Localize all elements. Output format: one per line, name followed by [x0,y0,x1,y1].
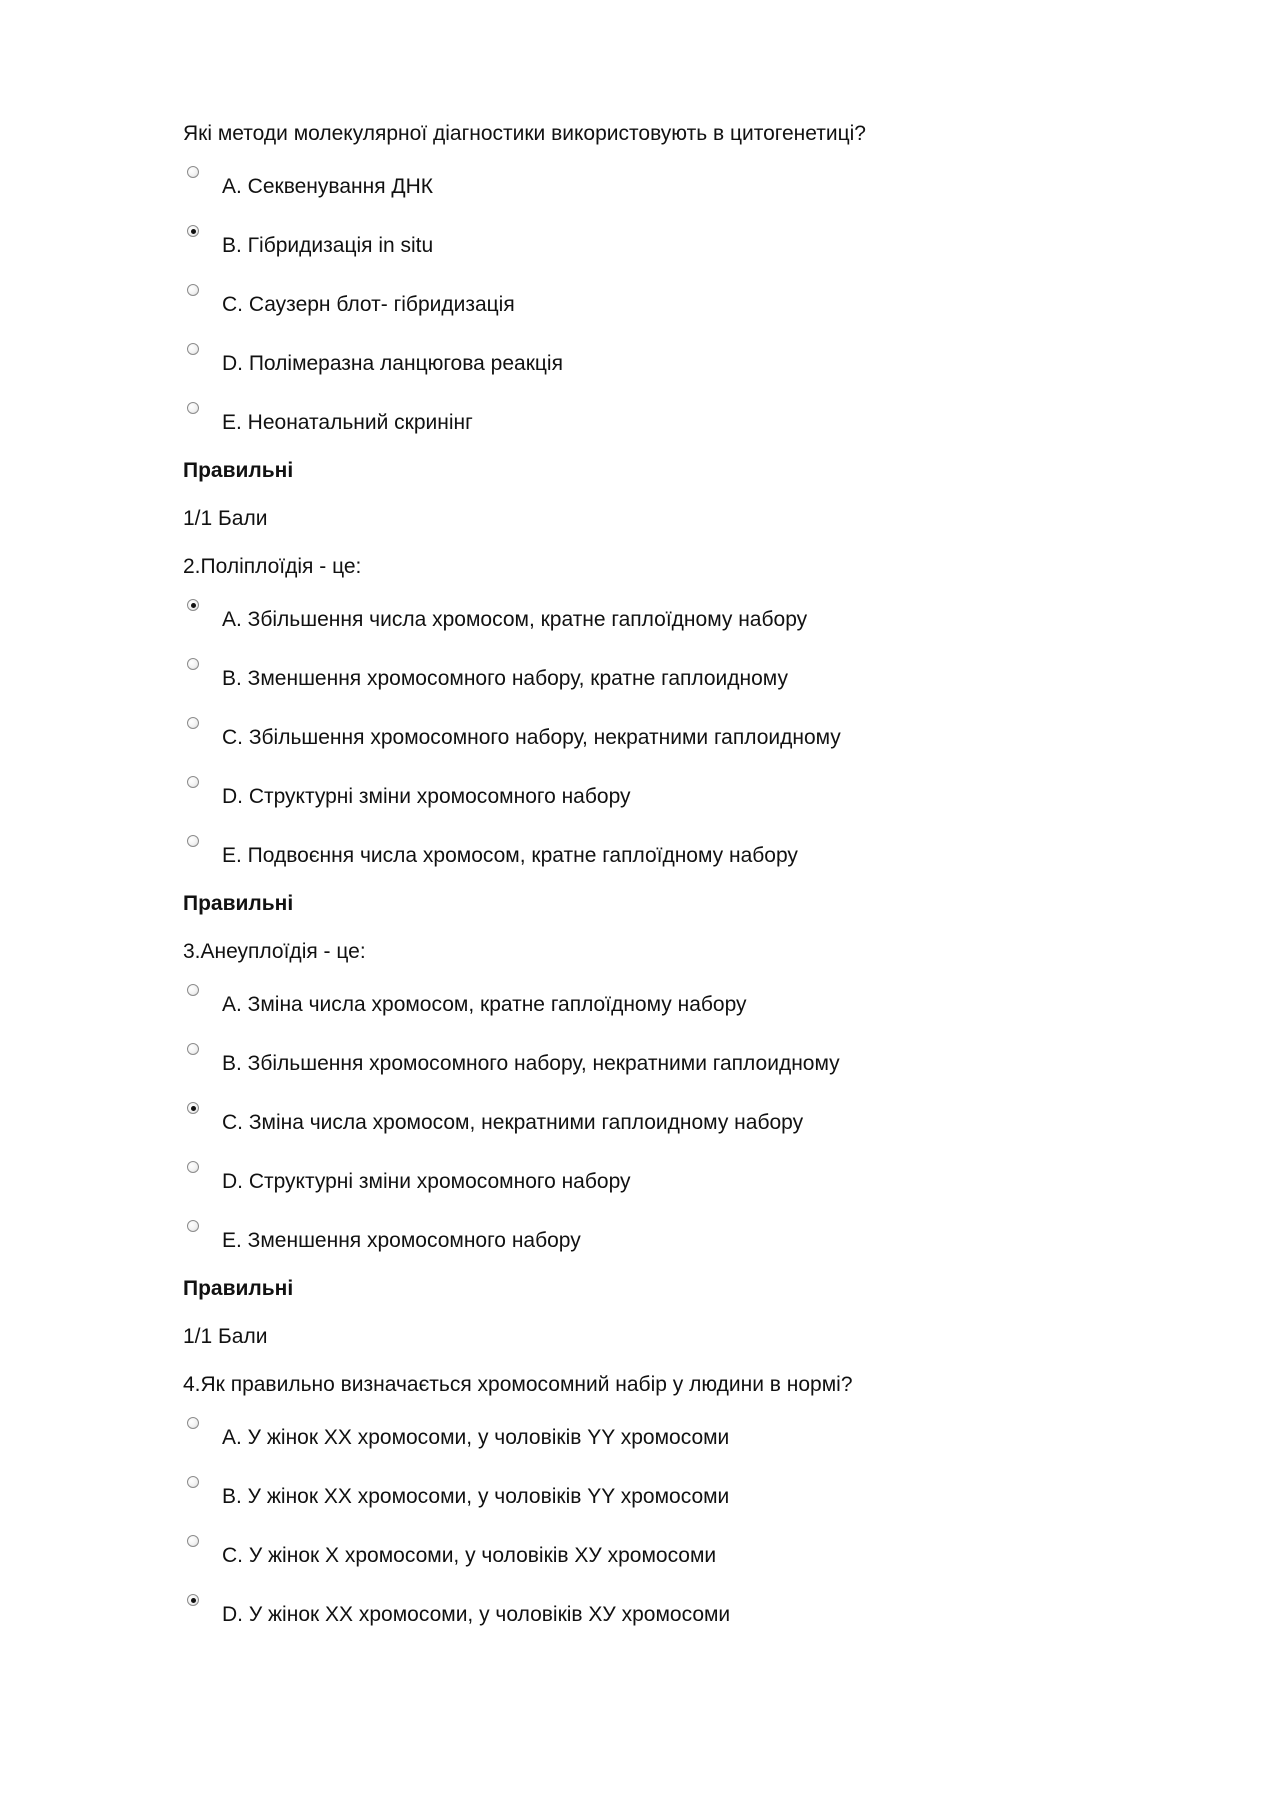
score-label: 1/1 Бали [183,507,268,530]
option-label: C. Саузерн блот- гібридизація [222,293,515,316]
radio-button[interactable] [187,1535,199,1547]
radio-button[interactable] [187,1417,199,1429]
option-label: A. Збільшення числа хромосом, кратне гаплоїдному набору [222,608,808,631]
answer-option[interactable] [183,1601,1183,1629]
option-label: C. У жінок Х хромосоми, у чоловіків ХУ хромосоми [222,1544,717,1567]
answer-option[interactable] [183,842,1183,870]
radio-button[interactable] [187,1102,199,1114]
option-label: D. Полімеразна ланцюгова реакція [222,352,563,375]
answer-option[interactable] [183,1424,1183,1452]
answer-option[interactable] [183,606,1183,634]
answer-option[interactable] [183,665,1183,693]
option-label: E. Зменшення хромосомного набору [222,1229,581,1252]
option-label: B. Зменшення хромосомного набору, кратне гаплоидному [222,667,788,690]
answer-option[interactable] [183,409,1183,437]
question-block [183,938,1183,1351]
answer-option[interactable] [183,991,1183,1019]
radio-button[interactable] [187,402,199,414]
option-label: D. Структурні зміни хромосомного набору [222,1170,631,1193]
radio-button[interactable] [187,1220,199,1232]
answer-option[interactable] [183,1168,1183,1196]
result-label: Правильні [183,1277,294,1300]
question-block [183,553,1183,918]
radio-button[interactable] [187,1161,199,1173]
radio-button[interactable] [187,1594,199,1606]
option-label: D. У жінок ХХ хромосоми, у чоловіків ХУ хромосоми [222,1603,731,1626]
radio-button[interactable] [187,599,199,611]
answer-option[interactable] [183,1227,1183,1255]
answer-option[interactable] [183,724,1183,752]
answer-option[interactable] [183,1109,1183,1137]
option-label: C. Збільшення хромосомного набору, некратними гаплоидному [222,726,841,749]
radio-button[interactable] [187,835,199,847]
answer-option[interactable] [183,232,1183,260]
option-label: E. Подвоєння числа хромосом, кратне гаплоїдному набору [222,844,798,867]
answer-option[interactable] [183,173,1183,201]
radio-button[interactable] [187,225,199,237]
option-label: A. Зміна числа хромосом, кратне гаплоїдному набору [222,993,747,1016]
radio-button[interactable] [187,343,199,355]
question-text: 3.Анеуплоїдія - це: [183,940,366,963]
option-label: E. Неонатальний скринінг [222,411,473,434]
option-label: B. Збільшення хромосомного набору, некратними гаплоидному [222,1052,840,1075]
result-label: Правильні [183,892,294,915]
radio-button[interactable] [187,717,199,729]
answer-option[interactable] [183,783,1183,811]
answer-option[interactable] [183,291,1183,319]
option-label: D. Структурні зміни хромосомного набору [222,785,631,808]
answer-option[interactable] [183,1483,1183,1511]
score-label: 1/1 Бали [183,1325,268,1348]
option-label: B. У жінок ХХ хромосоми, у чоловіків YY хромосоми [222,1485,730,1508]
answer-option[interactable] [183,350,1183,378]
radio-button[interactable] [187,984,199,996]
radio-button[interactable] [187,1476,199,1488]
radio-button[interactable] [187,166,199,178]
answer-option[interactable] [183,1542,1183,1570]
question-block [183,120,1183,533]
question-block [183,1371,1183,1629]
option-label: A. У жінок ХХ хромосоми, у чоловіків YY хромосоми [222,1426,730,1449]
result-label: Правильні [183,459,294,482]
radio-button[interactable] [187,658,199,670]
question-text: Які методи молекулярної діагностики використовують в цитогенетиці? [183,122,866,145]
question-text: 4.Як правильно визначається хромосомний набір у людини в нормі? [183,1373,853,1396]
answer-option[interactable] [183,1050,1183,1078]
radio-button[interactable] [187,1043,199,1055]
radio-button[interactable] [187,284,199,296]
quiz-page [183,120,1183,1629]
radio-button[interactable] [187,776,199,788]
option-label: C. Зміна числа хромосом, некратними гаплоидному набору [222,1111,804,1134]
option-label: B. Гібридизація in situ [222,234,434,257]
option-label: A. Секвенування ДНК [222,175,434,198]
question-text: 2.Поліплоїдія - це: [183,555,362,578]
